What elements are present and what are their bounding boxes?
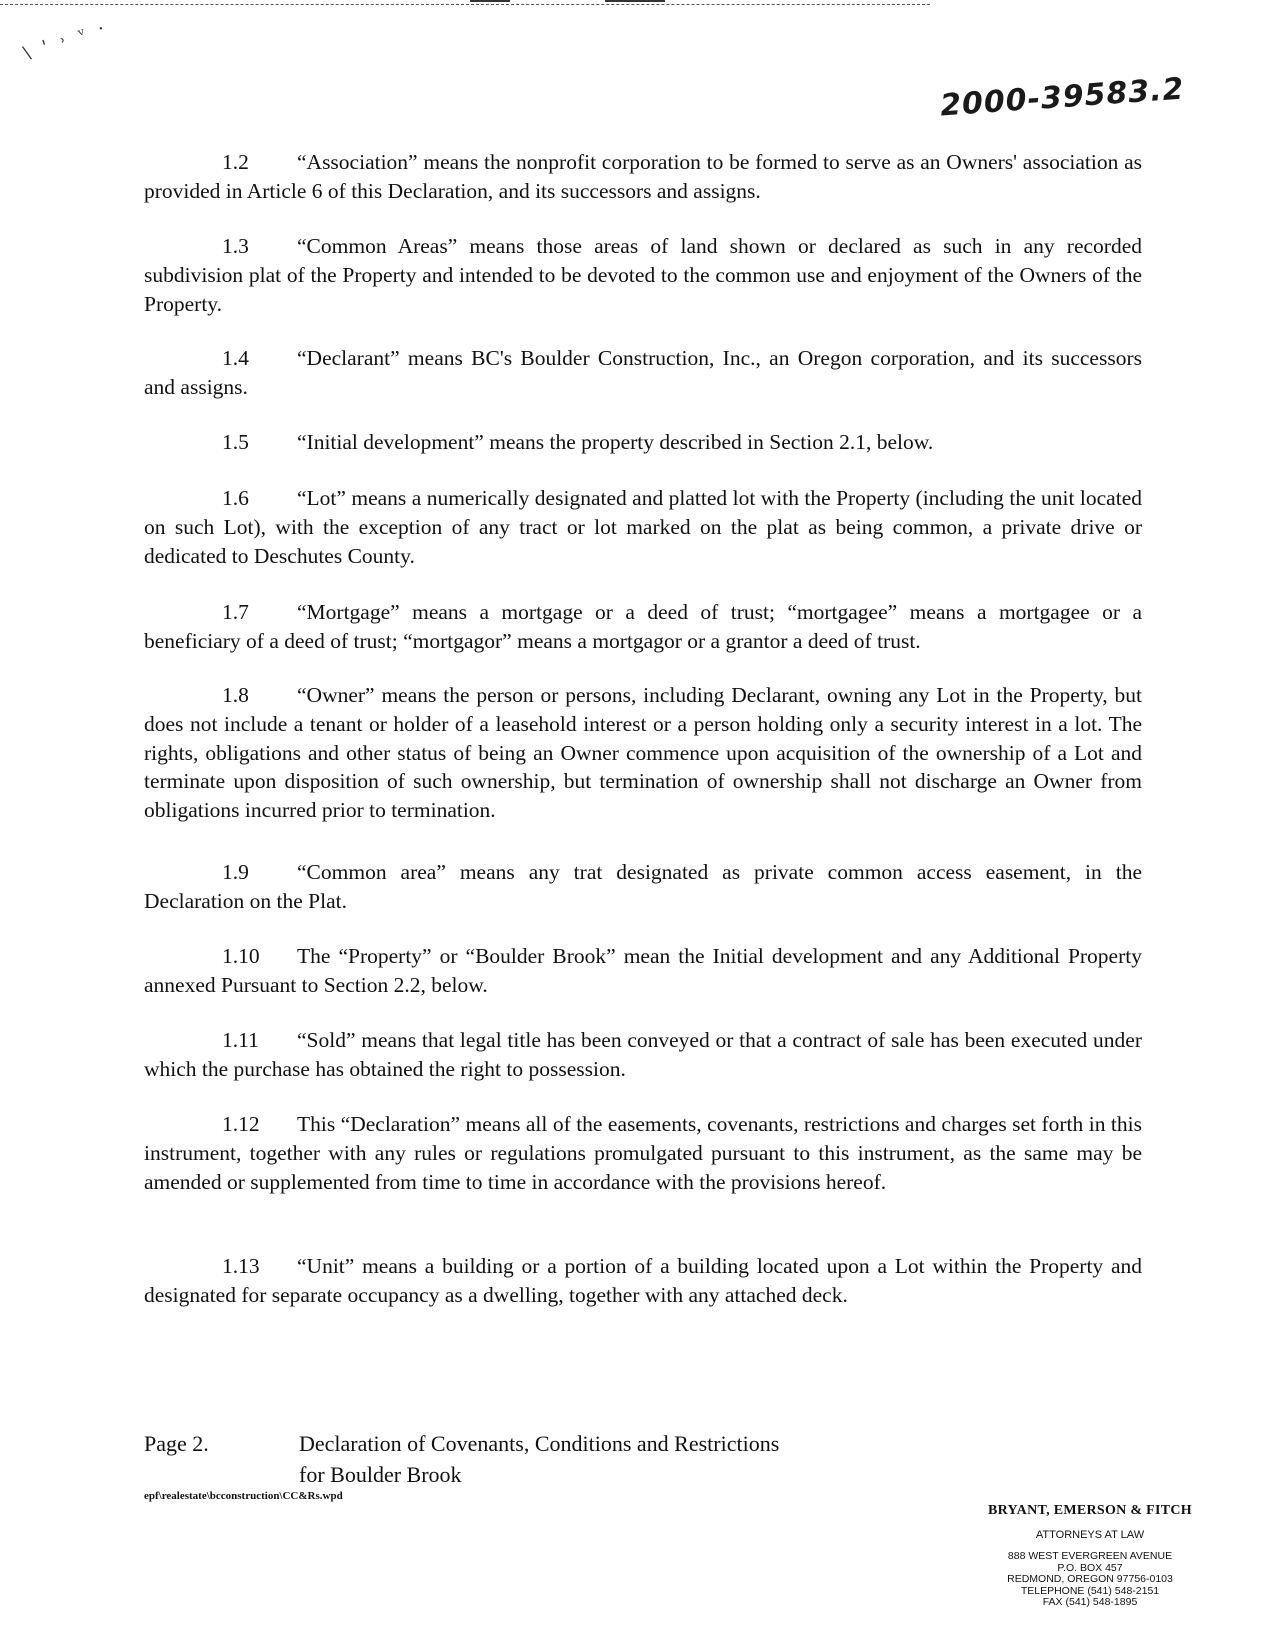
definition-text: “Declarant” means BC's Boulder Construction, Inc., an Oregon corporation, and its successors and assigns.: [144, 346, 1142, 399]
definition-text: “Initial development” means the property described in Section 2.1, below.: [297, 430, 934, 454]
definition-paragraph: [144, 942, 1142, 1000]
section-number: 1.5: [222, 430, 249, 454]
top-scan-rule: [0, 4, 930, 5]
definition-paragraph: [144, 148, 1142, 206]
definition-paragraph: [144, 1026, 1142, 1084]
top-scan-mark: [605, 0, 665, 5]
definition-paragraph: [144, 858, 1142, 916]
definition-paragraph: [144, 1252, 1142, 1310]
firm-name: BRYANT, EMERSON & FITCH: [988, 1503, 1192, 1518]
definition-text: The “Property” or “Boulder Brook” mean the Initial development and any Additional Property annexed Pursuant to Section 2.2, below.: [144, 944, 1142, 997]
page-number: Page 2.: [144, 1431, 209, 1456]
definition-paragraph: [144, 484, 1142, 570]
definition-text: “Common area” means any trat designated as private common access easement, in the Declaration on the Plat.: [144, 860, 1142, 913]
section-number: 1.2: [222, 150, 249, 174]
law-firm-letterhead: [960, 1503, 1220, 1609]
address-line: 888 WEST EVERGREEN AVENUE: [1007, 1550, 1173, 1562]
definition-text: This “Declaration” means all of the easements, covenants, restrictions and charges set forth in this instrument, together with any rules or regulations promulgated pursuant to this instrument, as the same may be amended or supplemented from time to time in accordance with the provisions hereof.: [144, 1112, 1142, 1194]
definition-text: “Association” means the nonprofit corporation to be formed to serve as an Owners' association as provided in Article 6 of this Declaration, and its successors and assigns.: [144, 150, 1142, 203]
section-number: 1.7: [222, 600, 249, 624]
section-number: 1.12: [222, 1112, 260, 1136]
definition-paragraph: [144, 598, 1142, 656]
footer-document-title: [144, 1428, 779, 1490]
definition-text: “Sold” means that legal title has been conveyed or that a contract of sale has been executed under which the purchase has obtained the right to possession.: [144, 1028, 1142, 1081]
definition-text: “Unit” means a building or a portion of a building located upon a Lot within the Property and designated for separate occupancy as a dwelling, together with any attached deck.: [144, 1254, 1142, 1307]
footer-title-line: for Boulder Brook: [299, 1462, 462, 1487]
section-number: 1.4: [222, 346, 249, 370]
definition-text: “Lot” means a numerically designated and platted lot with the Property (including the unit located on such Lot), with the exception of any tract or lot marked on the plat as being common, a private drive or dedicated to Deschutes County.: [144, 486, 1142, 568]
section-number: 1.6: [222, 486, 249, 510]
top-scan-mark: [470, 0, 510, 5]
fax: FAX (541) 548-1895: [1042, 1596, 1138, 1608]
section-number: 1.3: [222, 234, 249, 258]
definition-paragraph: [144, 232, 1142, 318]
definition-paragraph: [144, 1110, 1142, 1196]
scan-specks: \ ' ˒ ᵛ ·: [20, 16, 111, 65]
firm-address: [960, 1551, 1220, 1609]
address-line: P.O. BOX 457: [1057, 1561, 1123, 1574]
section-number: 1.13: [222, 1254, 260, 1278]
definition-paragraph: [144, 681, 1142, 825]
handwritten-document-number: 2000-39583.2: [939, 71, 1186, 124]
section-number: 1.10: [222, 944, 260, 968]
section-number: 1.11: [222, 1028, 259, 1052]
section-number: 1.9: [222, 860, 249, 884]
definition-paragraph: [144, 428, 1142, 457]
definition-text: “Owner” means the person or persons, including Declarant, owning any Lot in the Property, but does not include a tenant or holder of a leasehold interest or a person holding only a security interest in a lot. The rights, obligations and other status of being an Owner commence upon acquisition of the ownership of a Lot and terminate upon disposition of such ownership, but termination of ownership shall not discharge an Owner from obligations incurred prior to termination.: [144, 683, 1142, 823]
file-path: epf\realestate\bcconstruction\CC&Rs.wpd: [144, 1490, 343, 1502]
definition-paragraph: [144, 344, 1142, 402]
definition-text: “Common Areas” means those areas of land shown or declared as such in any recorded subdivision plat of the Property and intended to be devoted to the common use and enjoyment of the Owners of the Property.: [144, 234, 1142, 316]
telephone: TELEPHONE (541) 548-2151: [1020, 1584, 1160, 1597]
address-line: REDMOND, OREGON 97756-0103: [1007, 1573, 1173, 1585]
definition-text: “Mortgage” means a mortgage or a deed of trust; “mortgagee” means a mortgagee or a beneficiary of a deed of trust; “mortgagor” means a mortgagor or a grantor a deed of trust.: [144, 600, 1142, 653]
section-number: 1.8: [222, 683, 249, 707]
footer-title-line: Declaration of Covenants, Conditions and Restrictions: [299, 1431, 780, 1456]
firm-subtitle: ATTORNEYS AT LAW: [1035, 1529, 1145, 1541]
